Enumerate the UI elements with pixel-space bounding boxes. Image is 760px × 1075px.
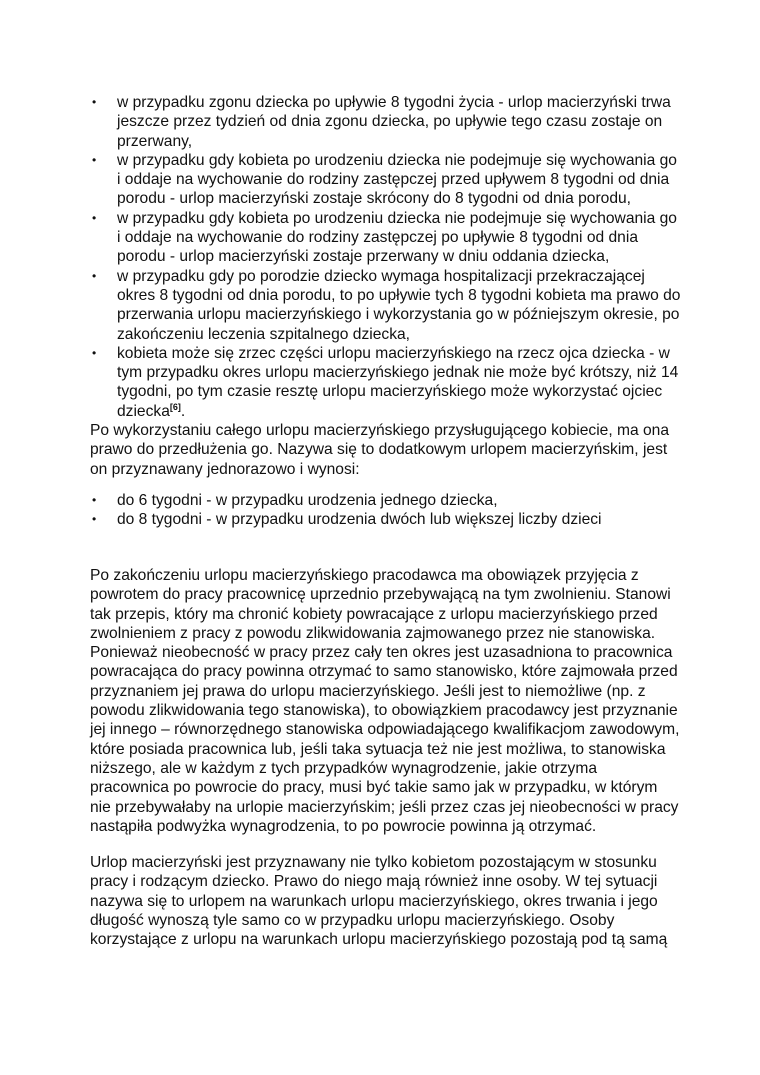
text-line: Urlop macierzyński jest przyznawany nie tylko kobietom pozostającym w stosunku [90,854,657,871]
text-line: przyznaniem jej prawa do urlopu macierzyńskiego. Jeśli jest to niemożliwe (np. z [90,682,646,700]
bullet-icon: • [92,210,97,225]
bullet-icon: • [92,95,97,109]
paragraph-return-to-work [90,566,679,836]
list-item [90,93,680,151]
text-line: do 6 tygodni - w przypadku urodzenia jednego dziecka, [117,492,498,509]
text-line: korzystające z urlopu na warunkach urlopu macierzyńskiego pozostają pod tą samą [90,931,668,949]
bullet-list-leave-cases [90,93,680,421]
text-line: pracy i rodzącym dziecko. Prawo do niego mają również inne osoby. W tej sytuacji [90,873,658,891]
bullet-icon: • [92,152,97,167]
text-line: zwolnieniem z pracy z powodu zlikwidowania zajmowanego przez nie stanowiska. [90,624,656,642]
footnote-reference[interactable]: [6] [169,401,181,412]
text-line: niższego, ale w każdym z tych przypadków wynagrodzenie, jakie otrzyma [90,759,598,777]
text-line: powracająca do pracy powinna otrzymać to samo stanowisko, które zajmowała przed [90,663,678,681]
text-line: w przypadku gdy kobieta po urodzeniu dziecka nie podejmuje się wychowania go [117,209,677,227]
text-line: on przyznawany jednorazowo i wynosi: [90,460,360,478]
text-line: powrotem do pracy pracownicę uprzednio przebywającą na tym zwolnieniu. Stanowi [90,586,671,604]
text-line: w przypadku gdy kobieta po urodzeniu dziecka nie podejmuje się wychowania go [117,151,677,169]
text-line: porodu - urlop macierzyński zostaje skrócony do 8 tygodni od dnia porodu, [117,190,632,208]
text-line: przerwania urlopu macierzyńskiego i wykorzystania go w późniejszym okresie, po [117,306,680,324]
text-tail: . [180,402,186,420]
text-line: kobieta może się zrzec części urlopu macierzyńskiego na rzecz ojca dziecka - w [117,344,670,362]
text-line: nie przebywałaby na urlopie macierzyńskim; jeśli przez czas jej nieobecności w pracy [90,798,679,816]
bullet-icon: • [92,268,97,283]
text-line: nastąpiła podwyżka wynagrodzenia, to po powrocie powinna ją otrzymać. [90,817,597,835]
bullet-list-additional-leave [90,491,602,530]
text-line: w przypadku zgonu dziecka po upływie 8 tygodni życia - urlop macierzyński trwa [117,94,671,111]
list-item [90,151,680,209]
text-line: porodu - urlop macierzyński zostaje przerwany w dniu oddania dziecka, [117,248,610,266]
text-line: które posiada pracownica lub, jeśli taka sytuacja też nie jest możliwa, to stanowiska [90,740,666,758]
bullet-icon: • [92,345,97,360]
text-line: dziecka [117,402,170,420]
text-line: do 8 tygodni - w przypadku urodzenia dwóch lub większej liczby dzieci [117,511,602,529]
text-line: jeszcze przez tydzień od dnia zgonu dziecka, po upływie tego czasu zostaje on [117,113,663,131]
text-line: Ponieważ nieobecność w pracy przez cały ten okres jest uzasadniona to pracownica [90,644,673,662]
text-line [117,402,680,421]
paragraph-leave-on-maternity-terms [90,853,667,949]
text-line: w przypadku gdy po porodzie dziecko wymaga hospitalizacji przekraczającej [117,267,645,285]
text-line: okres 8 tygodni od dnia porodu, to po upływie tych 8 tygodni kobieta ma prawo do [117,286,681,304]
text-line: zakończeniu leczenia szpitalnego dziecka, [117,325,410,343]
text-line: tak przepis, który ma chronić kobiety powracające z urlopu macierzyńskiego przed [90,605,658,623]
bullet-icon: • [92,493,97,507]
list-item [90,267,680,344]
list-item [90,344,680,421]
text-line: Po zakończeniu urlopu macierzyńskiego pracodawca ma obowiązek przyjęcia z [90,567,639,584]
text-line: długość wynoszą tyle samo co w przypadku urlopu macierzyńskiego. Osoby [90,911,615,929]
text-line: Po wykorzystaniu całego urlopu macierzyńskiego przysługującego kobiecie, ma ona [90,422,670,439]
text-line: pracownica po powrocie do pracy, musi być takie samo jak w przypadku, w którym [90,779,658,797]
text-line: i oddaje na wychowanie do rodziny zastępczej po upływie 8 tygodni od dnia [117,229,638,247]
list-item [90,510,602,529]
text-line: przerwany, [117,132,193,150]
text-line: powodu zlikwidowania tego stanowiska), to obowiązkiem pracodawcy jest przyznanie [90,702,678,720]
list-item [90,209,680,267]
text-line: nazywa się to urlopem na warunkach urlopu macierzyńskiego, okres trwania i jego [90,892,658,910]
paragraph-additional-leave [90,421,669,479]
text-line: i oddaje na wychowanie do rodziny zastępczej przed upływem 8 tygodni od dnia [117,171,670,189]
text-line: prawo do przedłużenia go. Nazywa się to dodatkowym urlopem macierzyńskim, jest [90,441,668,459]
bullet-icon: • [92,512,97,527]
list-item [90,491,602,510]
text-line: tygodni, po tym czasie resztę urlopu macierzyńskiego może wykorzystać ojciec [117,383,663,401]
text-line: jej innego – równorzędnego stanowiska odpowiadającego kwalifikacjom zawodowym, [90,721,680,739]
text-line: tym przypadku okres urlopu macierzyńskiego jednak nie może być krótszy, niż 14 [117,364,679,382]
